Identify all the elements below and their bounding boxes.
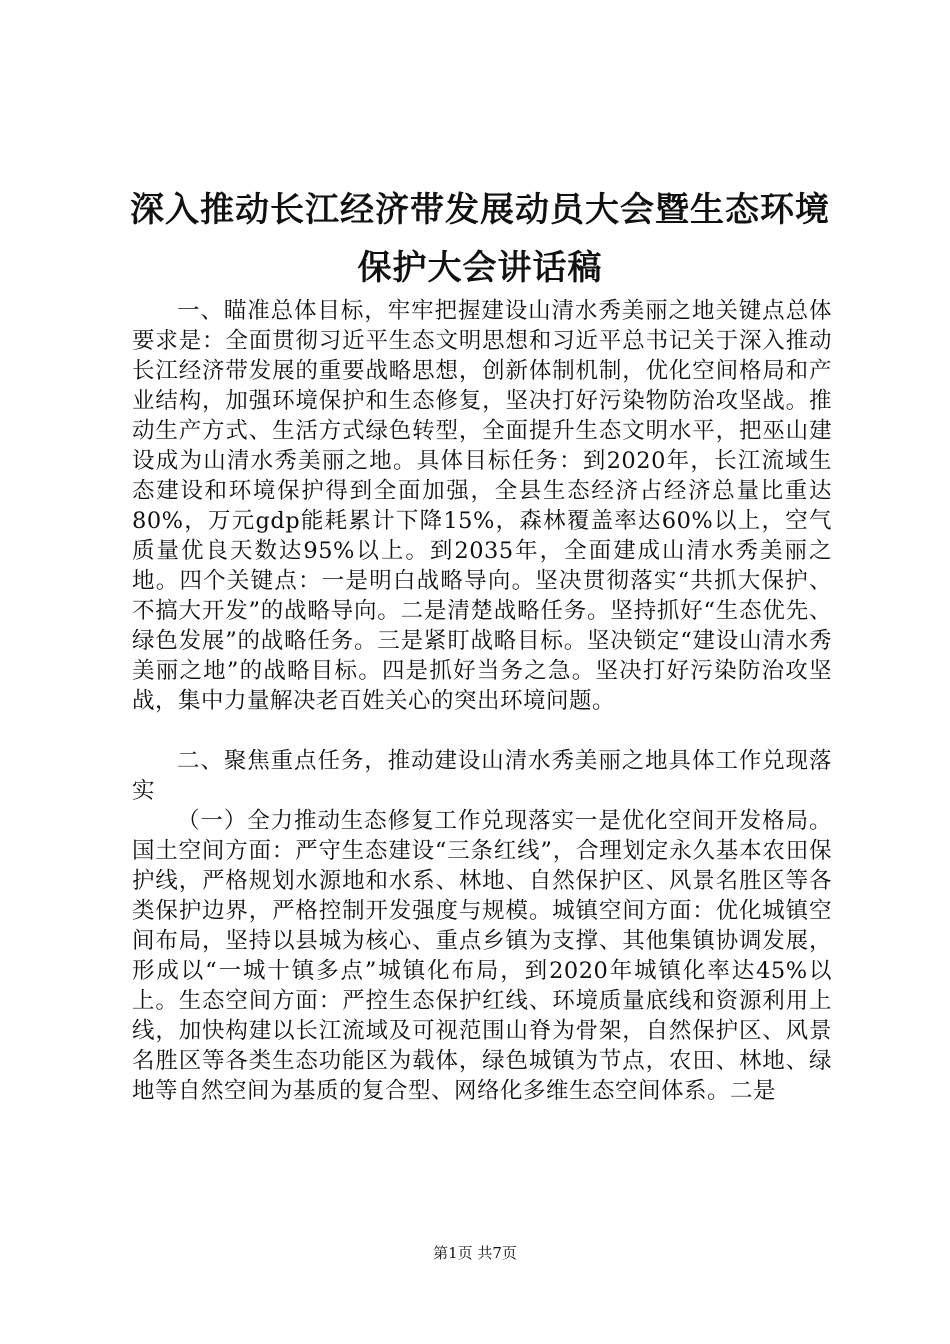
page-footer: 第1页 共7页: [433, 1244, 517, 1262]
paragraph-3: （一）全力推动生态修复工作兑现落实一是优化空间开发格局。国土空间方面：严守生态建设“三条红线”，合理划定永久基本农田保护线，严格规划水源地和水系、林地、自然保护区、风景名胜区等各类保护边界，严格控制开发强度与规模。城镇空间方面：优化城镇空间布局，坚持以县城为核心、重点乡镇为支撑、其他集镇协调发展，形成以“一城十镇多点”城镇化布局，到2020年城镇化率达45%以上。生态空间方面：严控生态保护红线、环境质量底线和资源利用上线，加快构建以长江流域及可视范围山脊为骨架，自然保护区、风景名胜区等各类生态功能区为载体，绿色城镇为节点，农田、林地、绿地等自然空间为基质的复合型、网络化多维生态空间体系。二是: [132, 808, 832, 1104]
paragraph-1: 一、瞄准总体目标，牢牢把握建设山清水秀美丽之地关键点总体要求是：全面贯彻习近平生态文明思想和习近平总书记关于深入推动长江经济带发展的重要战略思想，创新体制机制，优化空间格局和产业结构，加强环境保护和生态修复，坚决打好污染物防治攻坚战。推动生产方式、生活方式绿色转型，全面提升生态文明水平，把巫山建设成为山清水秀美丽之地。具体目标任务：到2020年，长江流域生态建设和环境保护得到全面加强，全县生态经济占经济总量比重达80%，万元gdp能耗累计下降15%，森林覆盖率达60%以上，空气质量优良天数达95%以上。到2035年，全面建成山清水秀美丽之地。四个关键点：一是明白战略导向。坚决贯彻落实“共抓大保护、不搞大开发”的战略导向。二是清楚战略任务。坚持抓好“生态优先、绿色发展”的战略任务。三是紧盯战略目标。坚决锁定“建设山清水秀美丽之地”的战略目标。四是抓好当务之急。坚决打好污染防治攻坚战，集中力量解决老百姓关心的突出环境问题。: [132, 298, 832, 714]
document-title-line-1: 深入推动长江经济带发展动员大会暨生态环境: [130, 190, 830, 230]
document-title-line-2: 保护大会讲话稿: [357, 248, 603, 288]
document-body: [132, 296, 832, 1106]
paragraph-2: 二、聚焦重点任务，推动建设山清水秀美丽之地具体工作兑现落实: [132, 748, 832, 804]
